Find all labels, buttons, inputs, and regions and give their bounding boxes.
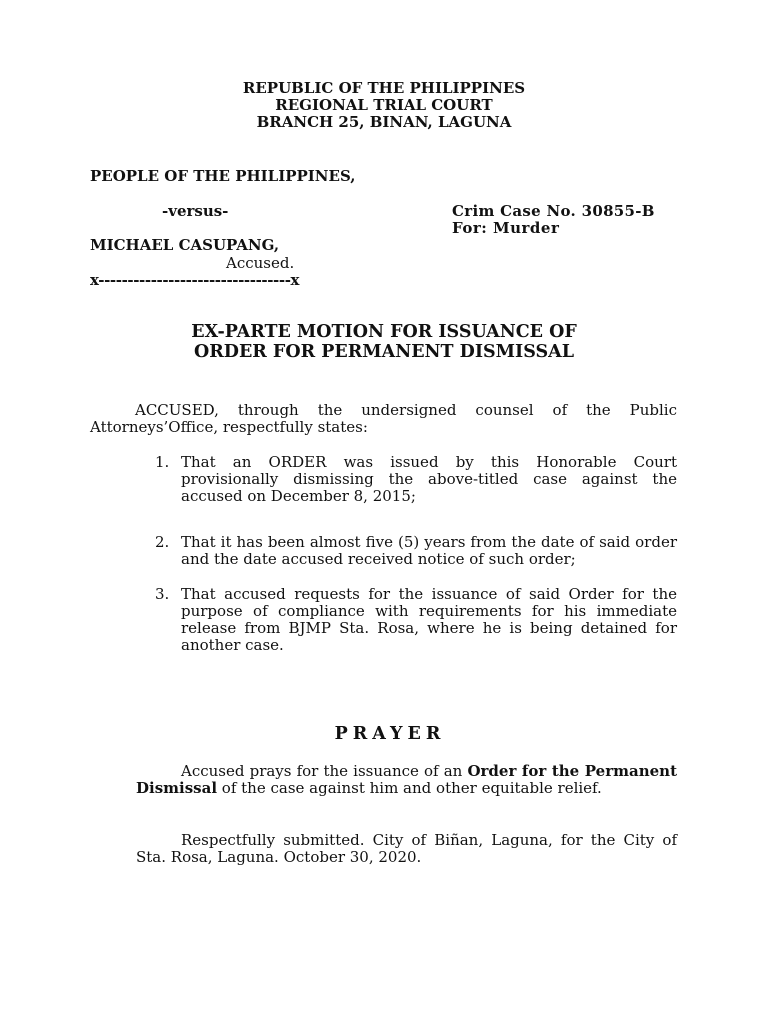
prayer-text-emphasis: Order for the Permanent Dismissal <box>136 762 677 797</box>
submission-text: Respectfully submitted. City of Biñan, Laguna, for the City of Sta. Rosa, Laguna. October 30, 2020. <box>136 831 677 866</box>
prayer-heading: PRAYER <box>334 724 446 744</box>
list-item-text: That accused requests for the issuance of said Order for the purpose of compliance with requirements for his immediate release from BJMP Sta. Rosa, where he is being detained for another case. <box>181 585 677 654</box>
case-charge: For: Murder <box>452 219 560 237</box>
intro-text: ACCUSED, through the undersigned counsel of the Public Attorneys’Office, respectfully states: <box>90 401 677 436</box>
motion-title <box>0 322 768 362</box>
submission-paragraph <box>136 832 677 866</box>
accused-name: MICHAEL CASUPANG, <box>90 236 280 254</box>
prayer-text-end: of the case against him and other equitable relief. <box>217 779 602 797</box>
versus-label: -versus- <box>162 202 229 220</box>
prayer-text-start: Accused prays for the issuance of an <box>181 762 468 780</box>
plaintiff-name: PEOPLE OF THE PHILIPPINES, <box>90 167 356 185</box>
list-item-number: 1. <box>155 453 170 471</box>
prayer-paragraph <box>136 763 677 797</box>
header-branch: BRANCH 25, BINAN, LAGUNA <box>256 113 512 131</box>
list-item-text: That it has been almost five (5) years from the date of said order and the date accused received notice of such order; <box>181 533 677 568</box>
list-item-number: 3. <box>155 585 170 603</box>
motion-title-line1: EX-PARTE MOTION FOR ISSUANCE OF <box>191 322 577 342</box>
list-item <box>155 454 677 505</box>
caption-separator: x---------------------------------x <box>90 271 300 289</box>
court-header <box>0 80 768 131</box>
intro-paragraph <box>90 402 677 436</box>
list-item <box>155 586 677 654</box>
list-item <box>155 534 677 568</box>
case-number: Crim Case No. 30855-B <box>452 202 655 220</box>
list-item-text: That an ORDER was issued by this Honorable Court provisionally dismissing the above-titled case against the accused on December 8, 2015; <box>181 453 677 505</box>
accused-role: Accused. <box>226 254 295 272</box>
header-court: REGIONAL TRIAL COURT <box>275 96 493 114</box>
motion-title-line2: ORDER FOR PERMANENT DISMISSAL <box>193 342 574 362</box>
list-item-number: 2. <box>155 533 170 551</box>
header-republic: REPUBLIC OF THE PHILIPPINES <box>242 79 526 97</box>
